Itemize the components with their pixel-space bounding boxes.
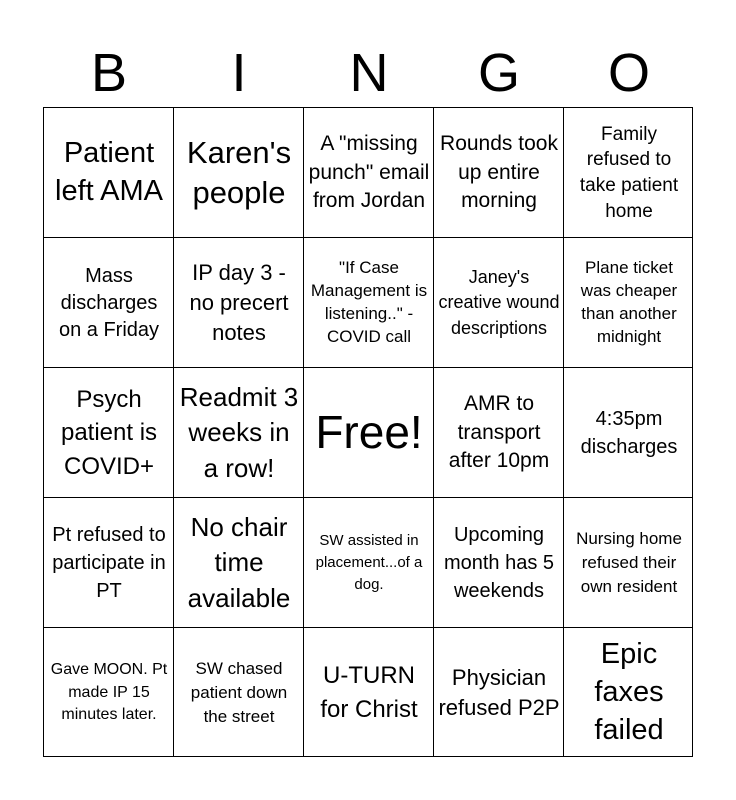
header-letter-n: N — [349, 43, 389, 103]
cell-text: Gave MOON. Pt made IP 15 minutes later. — [50, 661, 168, 724]
cell-text: Family refused to take patient home — [579, 123, 679, 222]
bingo-grid — [43, 107, 693, 757]
cell-text: Patient left AMA — [55, 137, 163, 207]
cell-text: Plane ticket was cheaper than another midnight — [580, 258, 678, 346]
cell-text: Pt refused to participate in PT — [52, 524, 166, 602]
cell-text: AMR to transport after 10pm — [448, 392, 550, 473]
cell-text: Janey's creative wound descriptions — [438, 267, 560, 338]
free-space[interactable] — [304, 368, 434, 498]
bingo-cell[interactable] — [434, 368, 564, 498]
cell-text: No chair time available — [187, 512, 291, 613]
bingo-cell[interactable] — [304, 238, 434, 368]
bingo-cell[interactable] — [304, 628, 434, 758]
cell-text: Readmit 3 weeks in a row! — [179, 382, 299, 483]
bingo-cell[interactable] — [174, 368, 304, 498]
cell-text: Mass discharges on a Friday — [58, 264, 160, 341]
bingo-cell[interactable] — [174, 498, 304, 628]
bingo-cell[interactable] — [44, 238, 174, 368]
bingo-cell[interactable] — [174, 238, 304, 368]
bingo-cell[interactable] — [174, 108, 304, 238]
bingo-cell[interactable] — [434, 108, 564, 238]
cell-text: "If Case Management is listening.." - COVID call — [310, 258, 428, 346]
bingo-cell[interactable] — [434, 498, 564, 628]
bingo-cell[interactable] — [44, 108, 174, 238]
bingo-cell[interactable] — [434, 238, 564, 368]
header-letter-i: I — [231, 43, 247, 103]
cell-text: Physician refused P2P — [438, 665, 560, 720]
cell-text: Epic faxes failed — [594, 638, 664, 746]
cell-text: Karen's people — [186, 134, 292, 210]
bingo-cell[interactable] — [304, 498, 434, 628]
cell-text: Psych patient is COVID+ — [60, 385, 158, 480]
bingo-cell[interactable] — [174, 628, 304, 758]
bingo-cell[interactable] — [44, 368, 174, 498]
bingo-cell[interactable] — [304, 108, 434, 238]
header-letter-g: G — [477, 43, 520, 103]
bingo-cell[interactable] — [564, 368, 694, 498]
cell-text: Nursing home refused their own resident — [576, 529, 682, 596]
cell-text: A "missing punch" email from Jordan — [308, 132, 430, 213]
header-letter-b: B — [90, 43, 128, 103]
bingo-cell[interactable] — [564, 238, 694, 368]
cell-text: Rounds took up entire morning — [440, 132, 558, 213]
cell-text: SW chased patient down the street — [190, 659, 288, 726]
cell-text: IP day 3 - no precert notes — [189, 260, 289, 345]
bingo-cell[interactable] — [434, 628, 564, 758]
cell-text: Free! — [315, 406, 423, 459]
bingo-cell[interactable] — [44, 498, 174, 628]
cell-text: SW assisted in placement...of a dog. — [315, 532, 423, 593]
bingo-cell[interactable] — [564, 498, 694, 628]
bingo-cell[interactable] — [44, 628, 174, 758]
cell-text: Upcoming month has 5 weekends — [443, 524, 555, 602]
bingo-header — [44, 38, 694, 108]
bingo-cell[interactable] — [564, 628, 694, 758]
cell-text: U-TURN for Christ — [320, 662, 418, 723]
cell-text: 4:35pm discharges — [580, 408, 678, 458]
header-letter-o: O — [607, 43, 650, 103]
bingo-cell[interactable] — [564, 108, 694, 238]
